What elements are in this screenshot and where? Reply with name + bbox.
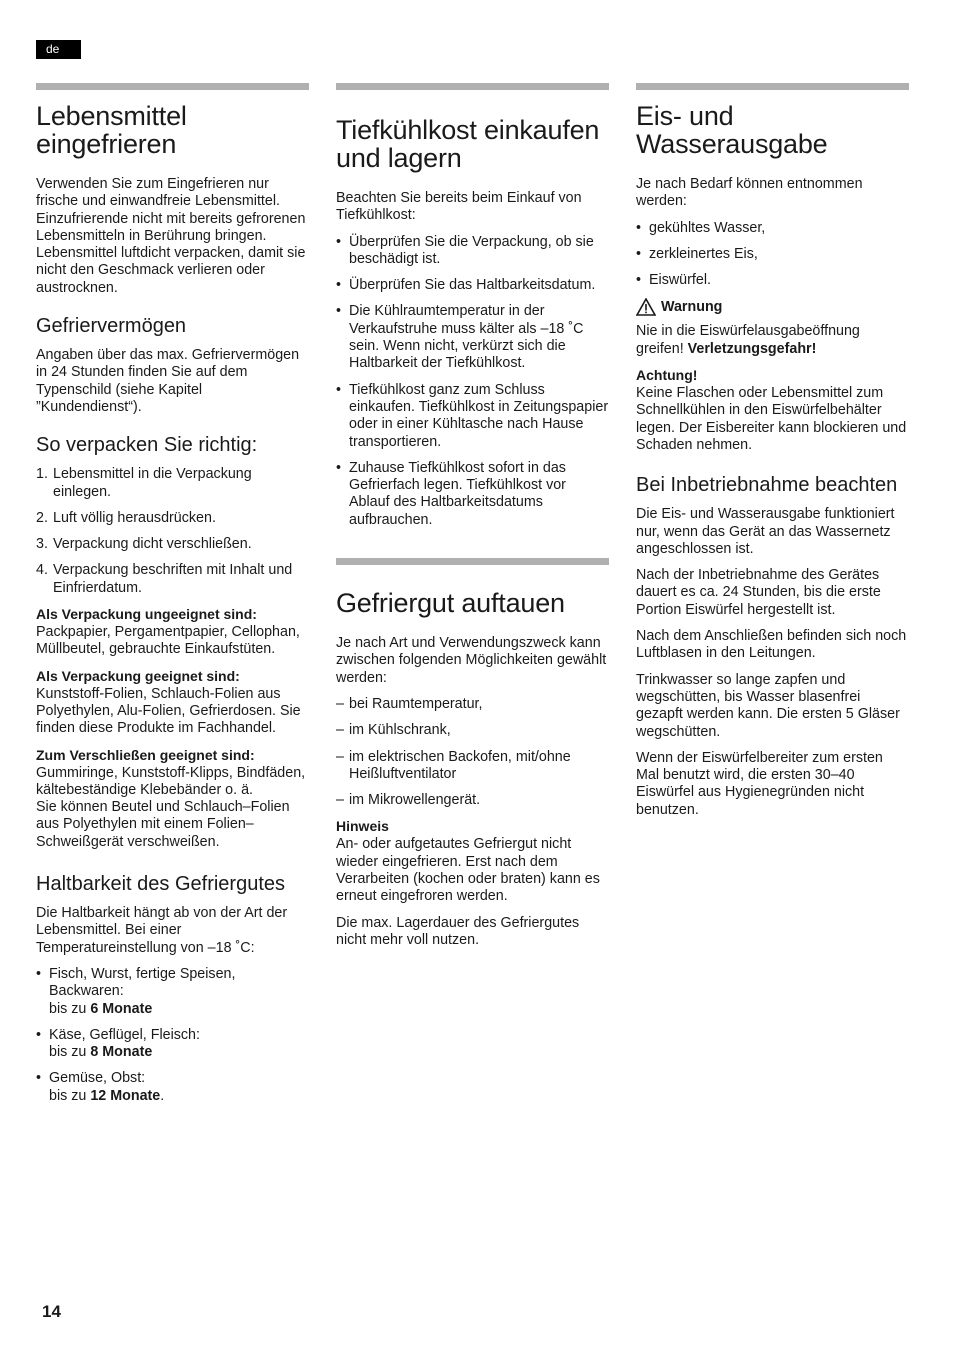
list-item: • Tiefkühlkost ganz zum Schluss einkaufen. Tiefkühlkost in Zeitungspapier oder in einer Kühltasche nach Hause transportieren. [336, 382, 609, 451]
dispense-options [636, 220, 909, 290]
startup-paragraph: Trinkwasser so lange zapfen und wegschütten, bis Wasser blasenfrei gezapft werden kann. Die ersten 5 Gläser wegschütten. [636, 671, 900, 740]
list-item: 2. Luft völlig herausdrücken. [36, 509, 216, 526]
section-title-thawing: Gefriergut auftauen [336, 588, 565, 619]
closing-text: Gummiringe, Kunststoff-Klipps, Bindfäden, kältebeständige Klebebänder o. ä. [36, 764, 306, 798]
startup-paragraph: Nach dem Anschließen befinden sich noch Luftblasen in den Leitungen. [636, 628, 907, 662]
packing-heading: So verpacken Sie richtig: [36, 434, 258, 457]
frozen-food-list [336, 234, 609, 529]
column-frozen-food [336, 83, 609, 958]
list-item: 3. Verpackung dicht verschließen. [36, 536, 252, 553]
page-number: 14 [42, 1302, 61, 1321]
closing-text-2: Sie können Beutel und Schlauch–Folien aus Polyethylen mit einem Folien–Schweißgerät verschweißen. [36, 799, 290, 850]
suitable-text: Kunststoff-Folien, Schlauch-Folien aus Polyethylen, Alu-Folien, Gefrierdosen. Sie finden diese Produkte im Fachhandel. [36, 685, 301, 737]
closing-label: Zum Verschließen geeignet sind: [36, 746, 255, 763]
section-title-freezing: Lebensmittel eingefrieren [36, 101, 187, 159]
list-item: • Käse, Geflügel, Fleisch: bis zu 8 Monate [36, 1027, 309, 1062]
warning-line [636, 298, 909, 316]
suitable-label: Als Verpackung geeignet sind: [36, 667, 240, 684]
shelf-life-list [36, 966, 309, 1105]
list-item: 1. Lebensmittel in die Verpackung einlegen. [36, 466, 252, 500]
section-rule [36, 83, 309, 90]
list-item: • zerkleinertes Eis, [636, 246, 909, 263]
list-item: 4. Verpackung beschriften mit Inhalt und Einfrierdatum. [36, 562, 293, 596]
section-title-ice-water: Eis- und Wasserausgabe [636, 101, 828, 159]
section-rule [336, 558, 609, 565]
list-item: • Zuhause Tiefkühlkost sofort in das Gefrierfach legen. Tiefkühlkost vor Ablauf des Haltbarkeitsdatums aufbrauchen. [336, 460, 609, 529]
section-title-frozen-food: Tiefkühlkost einkaufen und lagern [336, 115, 600, 173]
list-item: • gekühltes Wasser, [636, 220, 909, 237]
startup-paragraph: Wenn der Eiswürfelbereiter zum ersten Mal benutzt wird, die ersten 30–40 Eiswürfel aus Hygienegründen nicht benutzen. [636, 749, 883, 818]
caution-text: Keine Flaschen oder Lebensmittel zum Schnellkühlen in den Eiswürfelbehälter legen. Der Eisbereiter kann blockieren und Schaden nehmen. [636, 385, 907, 453]
startup-heading: Bei Inbetriebnahme beachten [636, 474, 898, 497]
list-item: – im Kühlschrank, [336, 722, 609, 739]
thawing-intro: Je nach Art und Verwendungszweck kann zwischen folgenden Möglichkeiten gewählt werden: [336, 635, 607, 686]
note-text: An- oder aufgetautes Gefriergut nicht wieder eingefrieren. Erst nach dem Verarbeiten (kochen oder braten) kann es erneut eingefroren werden. [336, 836, 600, 905]
startup-paragraph: Nach der Inbetriebnahme des Gerätes dauert es ca. 24 Stunden, bis die erste Portion Eiswürfel hergestellt ist. [636, 567, 881, 618]
list-item: • Fisch, Wurst, fertige Speisen, Backwaren: bis zu 6 Monate [36, 966, 309, 1018]
packing-steps [36, 466, 309, 597]
unsuitable-label: Als Verpackung ungeeignet sind: [36, 606, 257, 623]
list-item: • Die Kühlraumtemperatur in der Verkaufstruhe muss kälter als –18 ˚C sein. Wenn nicht, verkürzt sich die Haltbarkeit der Tiefkühlkost. [336, 303, 609, 372]
unsuitable-text: Packpapier, Pergamentpapier, Cellophan, Müllbeutel, gebrauchte Einkaufstüten. [36, 624, 300, 658]
list-item: – im Mikrowellengerät. [336, 792, 609, 809]
note-text-2: Die max. Lagerdauer des Gefriergutes nicht mehr voll nutzen. [336, 914, 580, 948]
warning-triangle-icon [636, 298, 656, 316]
list-item: • Überprüfen Sie das Haltbarkeitsdatum. [336, 277, 609, 294]
frozen-food-intro: Beachten Sie bereits beim Einkauf von Tiefkühlkost: [336, 190, 582, 224]
shelf-life-text: Die Haltbarkeit hängt ab von der Art der Lebensmittel. Bei einer Temperatureinstellung von –18 ˚C: [36, 905, 288, 956]
list-item: – im elektrischen Backofen, mit/ohne Heißluftventilator [336, 749, 609, 784]
warning-text: Nie in die Eiswürfelausgabeöffnung greifen! Verletzungsgefahr! [636, 323, 860, 357]
section-rule [336, 83, 609, 90]
freezing-intro: Verwenden Sie zum Eingefrieren nur frische und einwandfreie Lebensmittel. Einzufrierende nicht mit bereits gefrorenen Lebensmitteln in Berührung bringen. Lebensmittel luftdicht verpacken, damit sie nicht den Geschmack verlieren oder austrocknen. [36, 176, 306, 296]
column-ice-water [636, 83, 909, 828]
ice-water-intro: Je nach Bedarf können entnommen werden: [636, 176, 863, 210]
section-rule [636, 83, 909, 90]
language-tab: de [36, 40, 81, 59]
warning-label: Warnung [661, 298, 723, 315]
list-item: • Überprüfen Sie die Verpackung, ob sie beschädigt ist. [336, 234, 609, 269]
thawing-options [336, 696, 609, 809]
list-item: • Gemüse, Obst: bis zu 12 Monate. [36, 1070, 309, 1105]
note-label: Hinweis [336, 818, 389, 835]
capacity-text: Angaben über das max. Gefriervermögen in 24 Stunden finden Sie auf dem Typenschild (siehe Kapitel ”Kundendienst“). [36, 347, 300, 415]
startup-paragraph: Die Eis- und Wasserausgabe funktioniert nur, wenn das Gerät an das Wassernetz angeschlossen ist. [636, 506, 895, 557]
capacity-heading: Gefriervermögen [36, 315, 187, 338]
column-freezing [36, 83, 309, 1114]
list-item: • Eiswürfel. [636, 272, 909, 289]
caution-label: Achtung! [636, 367, 698, 384]
list-item: – bei Raumtemperatur, [336, 696, 609, 713]
shelf-life-heading: Haltbarkeit des Gefriergutes [36, 873, 286, 896]
